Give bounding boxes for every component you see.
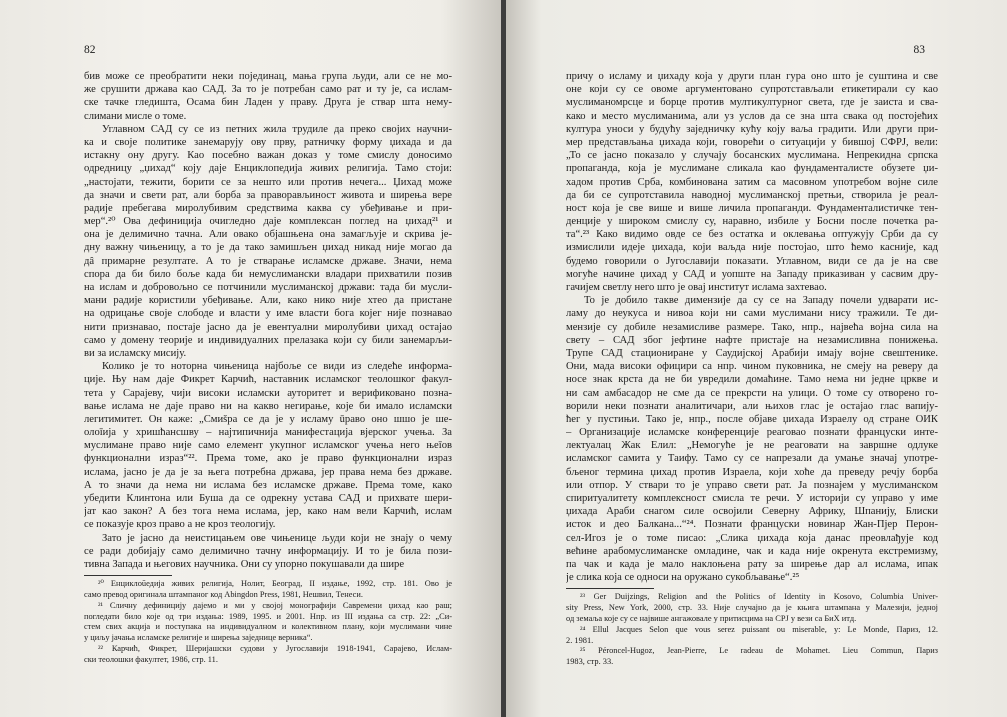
footnote-line: у циљу јачања исламске религије и ширења заједнице верника“. [84, 633, 313, 643]
footnotes [566, 592, 938, 668]
main-text [84, 70, 452, 571]
footnote-line: од земаља које су се највише ангажовале у притисцима на СРЈ у вези са БиХ итд. [566, 613, 857, 623]
page-number: 83 [913, 44, 925, 56]
text-line: лектуалац Жак Елил: „Немогуће је не реаговати на завршне одлуке [566, 440, 938, 452]
page-number: 82 [84, 44, 96, 56]
text-line: како и место муслиманима, али уз услов да се зна шта свака од постојећих [566, 110, 938, 122]
page-body [566, 70, 938, 668]
left-page [0, 0, 501, 717]
footnote-line: 1983, стр. 33. [566, 657, 614, 667]
text-line: убедити Клинтона или Буша да се одрекну устава САД и прихвате шери- [84, 493, 452, 504]
text-line: спиритуалитету комплексност смисла те речи. У историји су управо у име [566, 493, 938, 504]
text-line: тивна Запада и његових научника. Они су упорно покушавали да шире [84, 558, 405, 570]
text-line: свету – САД због јефтине нафте пристаје на незамисливна понижења. [566, 334, 938, 346]
text-line: Трупе САД стациониране у Саудијској Арабији имају војне свештенике. [566, 347, 938, 359]
footnote-line: само превод оригинала штампаног код Abingdon Press, 1981, Нешвил, Тенеси. [84, 589, 363, 599]
text-line: Зато је јасно да неистицањем ове чињенице људи који не знају о чему [102, 532, 452, 544]
footnote-line: ²⁰ Енциклоūедија живих религија, Нолит, Београд, II издање, 1992, стр. 181. Ово је [98, 579, 452, 589]
text-line: исток и део Балкана...“²⁴. Познати француски новинар Жан-Пјер Перон- [566, 519, 938, 531]
text-line: па чак и када је мало наклоњена рату за ширење дар ал ислама, ипак [566, 558, 938, 570]
text-line: Колико је то ноторна чињеница најбоље се види из следеће информа- [102, 361, 452, 373]
text-line: – Организације исламске конференције реаговао познати француски инте- [566, 427, 938, 439]
text-line: мер“.²⁰ Ова дефиниција очигледно даје комплексан поглед на џихад²¹ и [84, 216, 452, 228]
text-line: та“.²³ Како видимо овде се без остатка и оклевања оптужују Срби да су [566, 229, 938, 241]
footnote-line: стем свих акција и поступака на индивидуалном и колективном плану, који муслимани чине [84, 622, 452, 632]
text-line: на одрицање своје слободе и власти у име власти бога којег није познавао [84, 308, 452, 320]
text-line: „То се јасно показало у случају босанских муслимана. Непрекидна српска [566, 150, 938, 162]
text-line: да би се супротставила наводној муслиманској претњи, створила је реал- [566, 189, 938, 201]
text-line: измислили идеје џихада, који ваљда није постојао, што ћемо касније, кад [566, 242, 938, 254]
text-line: нити признавао, постаје јасно да је евентуални миролубиви џихад остајао [84, 321, 452, 333]
text-line: Они, мада високи официри са нпр. чином пуковника, не смеју на реверу да [566, 361, 938, 373]
footnote-line: ²⁴ Ellul Jacques Selon que vous serez puissant ou miserable, у: Le Monde, Париз, 12. [580, 624, 938, 634]
page-body [84, 70, 452, 666]
text-line: истакну ону другу. Као посебно важан доказ у томе смислу доносимо [84, 150, 452, 162]
text-line: слимани мисле о томе. [84, 110, 187, 122]
text-line: Углавном САД су се из петних жила трудиле да преко својих научни- [102, 123, 452, 135]
text-line: вање ислама не даје право ни на какво негирање, које би имало исламски [84, 400, 452, 412]
text-line: ворили неки познати аналитичари, али њихов глас је остајао глас вапију- [566, 400, 938, 412]
footnote-rule [84, 575, 172, 576]
text-line: ни сам амбасадор не сме да се прекрсти на улици. О томе су отворено го- [566, 387, 938, 399]
text-line: муслимане право није само елемент укупног исламског учења него њеīов [84, 440, 452, 452]
text-line: олоīија у хришћансшву – најтипичнија манифестација вјерског учења. За [84, 427, 452, 439]
text-line: џихада Араби снагом силе освојили Северну Африку, Шпанију, Блиски [566, 506, 938, 518]
text-line: носе знак крста да не би увредили домаћине. Тамо нема ни једне цркве и [566, 374, 938, 386]
text-line: же срушити држава као САД. За то је потребан само рат и ту је, са ислам- [84, 84, 452, 96]
footnote-line: ски теолошки факултет, 1986, стр. 11. [84, 654, 218, 664]
text-line: бив може се преобратити неки појединац, мања група људи, али се не мо- [84, 71, 452, 82]
text-line: сел-Игоз је о томе писао: „Слика џихада која данас преовлађује код [566, 532, 938, 544]
text-line: функционални израз“²². Према томе, ако је право функционални израз [84, 453, 452, 465]
text-line: мер представљања џихада који, говорећи о ситуацији у бившој СФРЈ, вели: [566, 136, 938, 148]
text-line: ислама, јасно је да је за њега потребна држава, јер права нема без државе. [84, 466, 452, 478]
footnotes [84, 579, 452, 665]
text-line: легитимитет. Он каже: „Смиšра се да је у исламу ūраво оно шшо је ше- [84, 413, 452, 425]
text-line: гачијем светлу него што је овај институт ислама захтевао. [566, 282, 827, 293]
text-line: тета у Сарајеву, чији високи исламски ауторитет и верификовано позна- [84, 387, 452, 399]
text-line: ске тачке гледишта, Осама бин Ладен у праву. Друга је ствар шта нему- [84, 97, 452, 109]
text-line: дâ примарне резултате. А то је стварање исламске државе. Значи, нема [84, 255, 452, 267]
footnote-line: погледати било које од три издања: 1989, 1995. и 2001. Нпр. из III издања са стр. 22: „Си- [84, 611, 452, 621]
footnote-line: ²⁵ Péroncel-Hugoz, Jean-Pierre, Le radeau de Mohamet. Lieu Commun, Париз [580, 646, 938, 656]
text-line: А то значи да нема ни ислама без исламске државе. Према томе, како [84, 479, 452, 491]
main-text [566, 70, 938, 584]
text-line: причу о исламу и џихаду која у други план гура оно што је суштина и све [566, 71, 938, 82]
text-line: будемо говорили о Југославији показати. Углавном, види се да је на све [566, 255, 938, 267]
text-line: се показује кроз право а не кроз теологију. [84, 519, 276, 531]
text-line: на ислам и добровољно се потчинили муслиманској држави: тада би мусли- [84, 282, 452, 293]
text-line: спора да би било боље када би немуслимански владари прихватили позив [84, 268, 452, 280]
text-line: То је добило такве димензије да су се на Западу почели удварати ис- [584, 295, 938, 307]
footnote-line: ²² Карчић, Фикрет, Шеријашски судови у Југославији 1918-1941, Сарајево, Ислам- [98, 643, 452, 653]
text-line: да значи и свети рат, али борба за праворављиност живота и ширења вере [84, 189, 452, 201]
text-line: ћег у пустињи. Тако је, нпр., после објаве џихада Израелу од стране ОИК [566, 413, 938, 425]
text-line: ламу до неукуса и нивоа који ни сами муслимани нису тражили. Те ди- [566, 308, 938, 320]
footnote-line: ²³ Ger Duijzings, Religion and the Politics of Identity in Kosovo, Columbia Univer- [580, 592, 938, 602]
footnote-line: 2. 1981. [566, 635, 594, 645]
text-line: могуће начине џихад у САД и уопште на Западу приказиван у сасвим дру- [566, 268, 938, 280]
text-line: ка и своје политике занемарују ову прву, ратничку форму џихада и да [84, 136, 452, 148]
text-line: је слика која се односи на оружано сукобљавање“.²⁵ [566, 572, 800, 584]
text-line: муслиманомрсце и борце против мултикултурног света, где је заиста и сва- [566, 97, 938, 109]
text-line: оне који су се овоме аргументовано супротстављали етикетирали су као [566, 84, 938, 96]
right-page [506, 0, 1007, 717]
footnote-line: sity Press, New York, 2000, стр. 33. Није случајно да је књига штампана у Малезији, једној [566, 603, 938, 613]
text-line: јат као закон? А без тога нема ислама, јер, како нам вели Карчић, ислам [84, 506, 452, 518]
text-line: хадом против Срба, комбинована затим са масовном употребом војне силе [566, 176, 938, 188]
text-line: дну важну чињеницу, а то је да тако замишљен џихад никад није могао да [84, 242, 452, 254]
text-line: радије пребегава миролубивим средствима каква су убеђивање и при- [84, 202, 452, 214]
footnote-rule [566, 588, 654, 589]
text-line: мани радије користили убеђивање. Али, како нико није хтео да пристане [84, 295, 452, 307]
text-line: исламског самита у Таифу. Тамо су се напрезали да умање значај употре- [566, 453, 938, 465]
text-line: култура уноси у будућу заједничку кућу коју ваља градити. Или други при- [566, 123, 938, 135]
footnote-line: ²¹ Сличну дефиницију дајемо и ми у својој монографији Савремени џихад као раш; [98, 600, 452, 610]
text-line: ност која је све више и више личила пропаганди. Фундаменталистичке тен- [566, 202, 938, 214]
text-line: ције. Њу нам даје Фикрет Карчић, наставник исламског теолошког факул- [84, 374, 452, 386]
text-line: пропаганда, која је муслимане сликала као фундаменталисте обузете џи- [566, 163, 938, 175]
text-line: одредницу „џихад“ коју даје Енциклопедија живих религија. Тамо стоји: [84, 163, 452, 175]
text-line: само у домену теорије и индивидуалних прелазака који су били занемарљи- [84, 334, 452, 346]
text-line: бљеног термина џихад против Израела, који хоће да преведу речју борба [566, 466, 938, 478]
text-line: денције у широком смислу су, наравно, избиле у Босни после почетка ра- [566, 216, 938, 228]
text-line: она је делимично тачна. Али овако објашњена она замагљује и скрива је- [84, 229, 452, 241]
text-line: или отпор. У ствари то је управо свети рат. Ја познајем у муслиманском [566, 479, 938, 491]
text-line: већине арабомуслиманске омладине, чак и када није окренута екстремизму, [566, 545, 938, 557]
text-line: „настојати, тежити, борити се за нешто или против нечега... Џихад може [84, 176, 452, 188]
text-line: ви за исламску мисију. [84, 347, 187, 359]
text-line: се ради добијају само делимично тачну информацију. И то је била пози- [84, 545, 452, 557]
text-line: мензије су добиле незамисливе размере. Тако, нпр., највећа војна сила на [566, 321, 938, 333]
